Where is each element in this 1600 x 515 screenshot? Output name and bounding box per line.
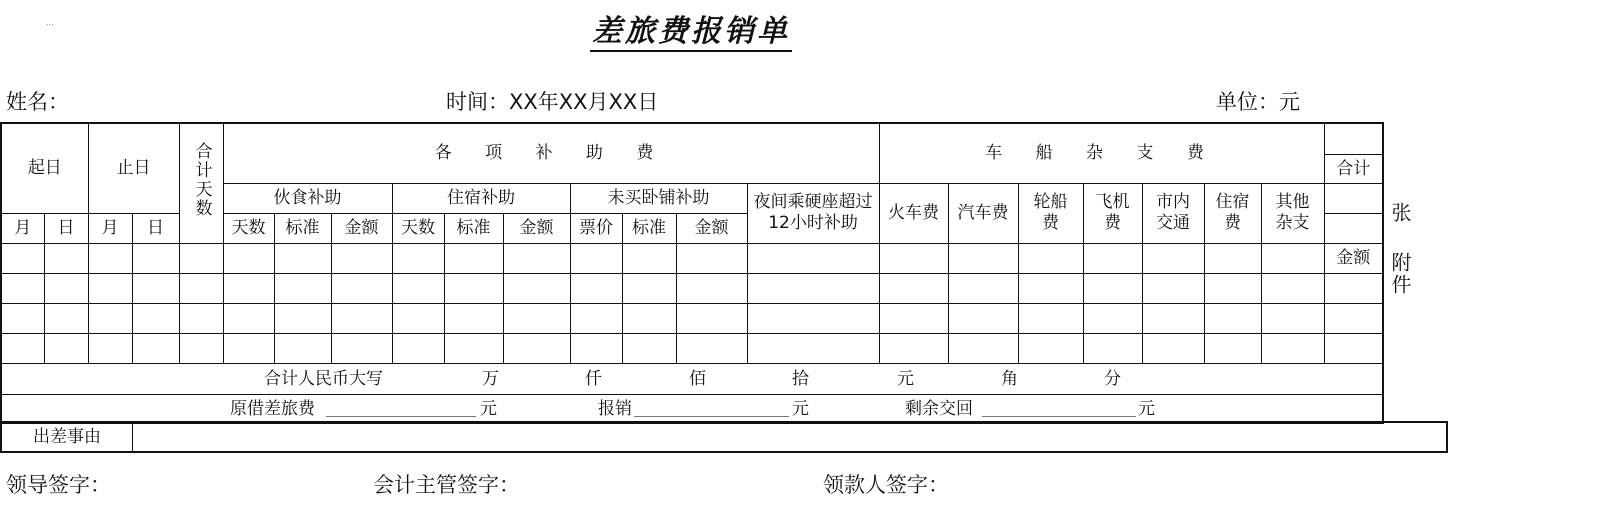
meal-days-header: 天数 xyxy=(223,213,274,243)
lodging-header: 住宿补助 xyxy=(392,183,570,213)
total-blank-cell-2 xyxy=(1324,213,1383,243)
lodging-amount-header: 金额 xyxy=(503,213,570,243)
transport-header: 车 船 杂 支 费 xyxy=(879,123,1324,183)
table-row xyxy=(1,333,1383,363)
rmb-caps-label: 合计人民币大写 xyxy=(264,368,383,389)
table-row xyxy=(1,243,1383,273)
city-header: 市内交通 xyxy=(1142,183,1204,243)
allowances-header: 各 项 补 助 费 xyxy=(223,123,879,183)
fen-label: 分 xyxy=(1104,368,1121,389)
table-row xyxy=(1,303,1383,333)
sleeper-amount-header: 金额 xyxy=(676,213,747,243)
rmb-caps-row xyxy=(1,363,1383,394)
accounting-signature-label: 会计主管签字： xyxy=(373,473,520,497)
attachment-label: 附件 xyxy=(1388,252,1412,296)
plane-header: 飞机费 xyxy=(1083,183,1142,243)
wan-label: 万 xyxy=(482,368,499,389)
total-header: 合计 xyxy=(1324,123,1383,183)
start-day-header: 起日 xyxy=(1,123,88,213)
total-days-header: 合计天数 xyxy=(179,123,223,243)
ship-header: 轮船费 xyxy=(1018,183,1083,243)
no-sleeper-header: 未买卧铺补助 xyxy=(570,183,747,213)
reimburse-yuan: 元 xyxy=(792,398,809,419)
return-yuan: 元 xyxy=(1138,398,1155,419)
reimbursement-table xyxy=(0,122,1384,424)
payee-signature-label: 领款人签字： xyxy=(823,473,949,497)
meal-header: 伙食补助 xyxy=(223,183,392,213)
qian-label: 仟 xyxy=(585,368,602,389)
end-month-header: 月 xyxy=(88,213,132,243)
shi-label: 拾 xyxy=(792,368,809,389)
meal-standard-header: 标准 xyxy=(274,213,331,243)
jiao-label: 角 xyxy=(1001,368,1018,389)
meal-amount-header: 金额 xyxy=(331,213,392,243)
loan-label: 原借差旅费 xyxy=(230,398,315,419)
hotel-header: 住宿费 xyxy=(1204,183,1261,243)
night-seat-header: 夜间乘硬座超过12小时补助 xyxy=(747,183,879,243)
table-row xyxy=(1,273,1383,303)
date-label: 时间：XX年XX月XX日 xyxy=(446,90,659,114)
corner-mark: ... xyxy=(46,18,54,27)
lodging-standard-header: 标准 xyxy=(444,213,503,243)
train-header: 火车费 xyxy=(879,183,948,243)
loan-amount-line xyxy=(326,398,476,417)
loan-row xyxy=(1,394,1383,423)
return-label: 剩余交回 xyxy=(905,398,973,419)
end-day-header: 止日 xyxy=(88,123,179,213)
reimburse-label: 报销 xyxy=(598,398,632,419)
loan-yuan: 元 xyxy=(480,398,497,419)
unit-label: 单位：元 xyxy=(1216,90,1300,114)
sleeper-standard-header: 标准 xyxy=(622,213,676,243)
leader-signature-label: 领导签字： xyxy=(6,473,111,497)
yuan-label: 元 xyxy=(897,368,914,389)
other-header: 其他杂支 xyxy=(1261,183,1324,243)
name-label: 姓名： xyxy=(6,90,69,114)
form-title: 差旅费报销单 xyxy=(590,14,792,52)
bai-label: 佰 xyxy=(689,368,706,389)
lodging-days-header: 天数 xyxy=(392,213,444,243)
start-day-sub-header: 日 xyxy=(44,213,88,243)
reimburse-amount-line xyxy=(634,398,789,417)
sheets-label: 张 xyxy=(1388,202,1412,222)
ticket-price-header: 票价 xyxy=(570,213,622,243)
amount-side-header: 金额 xyxy=(1324,243,1383,273)
return-amount-line xyxy=(982,398,1136,417)
end-day-sub-header: 日 xyxy=(132,213,179,243)
trip-reason-row xyxy=(0,421,1448,453)
bus-header: 汽车费 xyxy=(948,183,1018,243)
trip-reason-label: 出差事由 xyxy=(2,423,133,451)
start-month-header: 月 xyxy=(1,213,44,243)
total-blank-cell xyxy=(1324,183,1383,213)
